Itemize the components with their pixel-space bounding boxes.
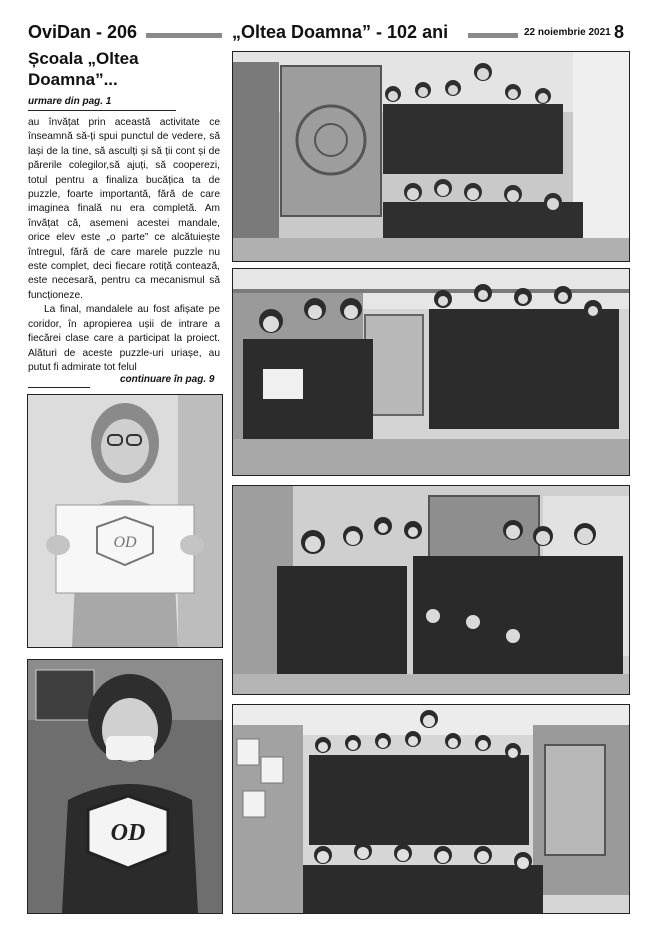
article-title	[28, 48, 218, 90]
article-paragraph-1: au învățat prin această activitate ce înseamnă să-ți spui punctul de vedere, să lași de la tine, să asculți și să ții cont și de părerile colegilor,să ajuți, să cooperezi, totul pentru a finaliza bucățica ta de puzzle, foarte importantă, fără de care imaginea finală nu era completă. Am învățat că, asemeni acestei mandale, orice elev este „o parte” ce alcătuiește întregul, fără de care marele puzzle nu este complet, deci fiecare rotiță contează, este necesară, pentru ca mecanismul să funcționeze.	[28, 117, 220, 301]
sign-monogram: OD	[110, 820, 146, 846]
continued-to-note: continuare în pag. 9	[120, 374, 215, 385]
continued-from-rule	[28, 110, 176, 111]
article-paragraph-2: La final, mandalele au fost afișate pe coridor, în apropierea ușii de intrare a fiecărei clase care a participat la proiect. Alături de aceste puzzle-uri uriașe, au putut fi admirate tot felul	[28, 304, 220, 373]
drawing-monogram: OD	[113, 534, 137, 551]
header-rule-right	[468, 33, 518, 38]
issue-date: 22 noiembrie 2021	[524, 27, 611, 38]
continued-to-rule	[28, 387, 90, 388]
photo-group-2	[232, 268, 630, 476]
photo-group-3	[232, 485, 630, 695]
issue-label: OviDan - 206	[28, 22, 138, 42]
photo-group-4	[232, 704, 630, 914]
continued-from-note: urmare din pag. 1	[28, 96, 112, 107]
article-body	[28, 116, 220, 375]
photo-girl-with-drawing	[27, 394, 223, 648]
photo-girl-with-sign	[27, 659, 223, 914]
header-rule-left	[146, 33, 222, 38]
article-title-line-1: Școala „Oltea	[28, 49, 139, 68]
photo-group-1	[232, 51, 630, 262]
article-title-line-2: Doamna”...	[28, 70, 118, 89]
page-number: 8	[614, 22, 625, 42]
section-title: „Oltea Doamna” - 102 ani	[232, 22, 449, 42]
